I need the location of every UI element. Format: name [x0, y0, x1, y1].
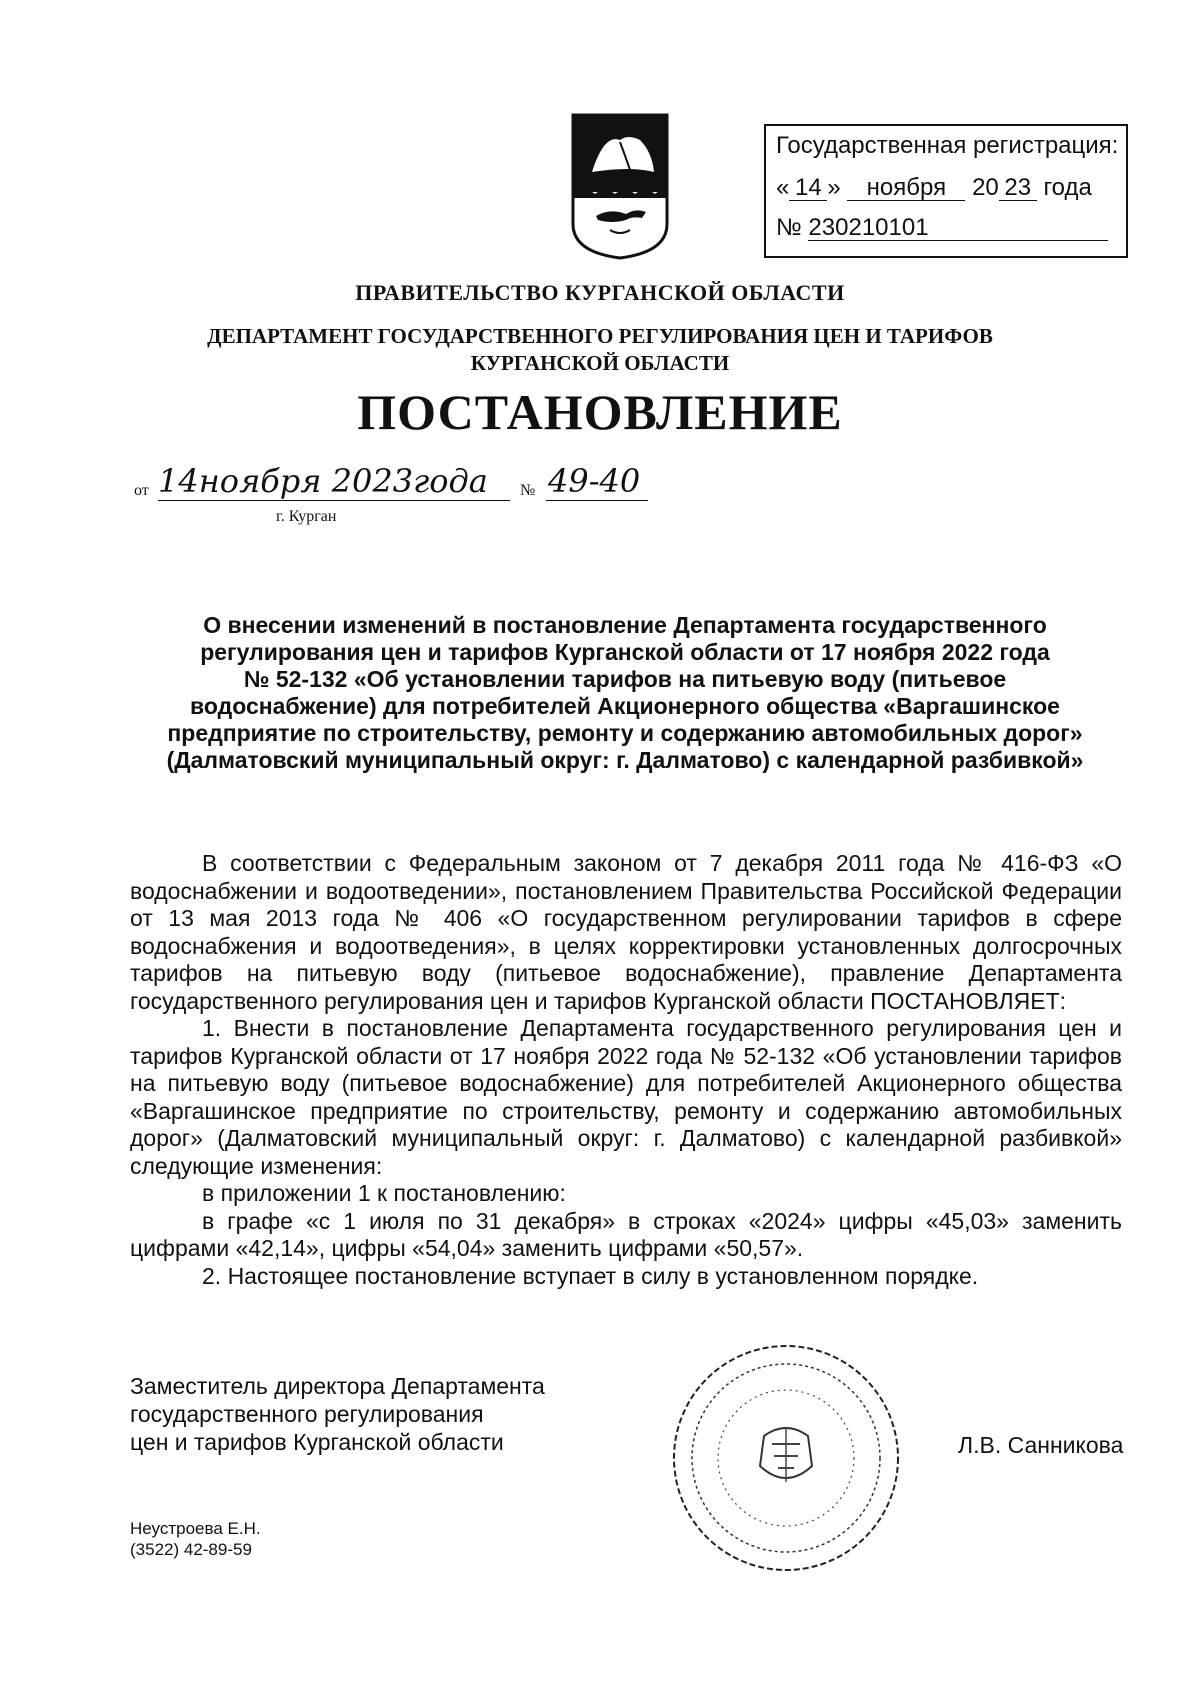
executor-contact	[130, 1518, 261, 1560]
registration-number-row	[776, 214, 1108, 242]
quote-open: «	[776, 174, 790, 201]
subject-line: предприятие по строительству, ремонту и содержанию автомобильных дорог»	[167, 720, 1083, 746]
registration-number: 230210101	[808, 216, 1108, 241]
handwritten-date: 14ноября 2023года	[158, 462, 488, 500]
signer-position	[130, 1372, 545, 1456]
number-underline	[546, 500, 648, 501]
department-title	[0, 323, 1200, 377]
document-body	[130, 850, 1122, 1290]
city-label: г. Курган	[276, 508, 337, 525]
handwritten-number: 49-40	[548, 462, 641, 500]
department-title-line2: КУРГАНСКОЙ ОБЛАСТИ	[470, 351, 730, 375]
preamble-paragraph: В соответствии с Федеральным законом от 7 декабря 2011 года № 416-ФЗ «О водоснабжении и водоотведении», постановлением Правительства Российской Федерации от 13 мая 2013 года № 406 «О государственном регулировании тарифов в сфере водоснабжения и водоотведения», в целях корректировки установленных долгосрочных тарифов на питьевую воду (питьевое водоснабжение), правление Департамента государственного регулирования цен и тарифов Курганской области ПОСТАНОВЛЯЕТ:	[130, 850, 1122, 1014]
executor-phone: (3522) 42-89-59	[130, 1540, 252, 1559]
date-underline	[158, 500, 510, 501]
item-1-sub-2: в графе «с 1 июля по 31 декабря» в строках «2024» цифры «45,03» заменить цифрами «42,14», цифры «54,04» заменить цифрами «50,57».	[130, 1207, 1122, 1261]
signer-position-line: цен и тарифов Курганской области	[130, 1429, 504, 1455]
item-1-sub-1: в приложении 1 к постановлению:	[202, 1180, 566, 1206]
signer-position-line: Заместитель директора Департамента	[130, 1373, 545, 1399]
executor-name: Неустроева Е.Н.	[130, 1519, 261, 1538]
subject-line: № 52-132 «Об установлении тарифов на питьевую воду (питьевое	[243, 666, 1007, 692]
item-1-paragraph: 1. Внести в постановление Департамента государственного регулирования цен и тарифов Курганской области от 17 ноября 2022 года № 52-132 «Об установлении тарифов на питьевую воду (питьевое водоснабжение) для потребителей Акционерного общества «Варгашинское предприятие по строительству, ремонту и содержанию автомобильных дорог» (Далматовский муниципальный округ: г. Далматово) с календарной разбивкой» следующие изменения:	[130, 1015, 1122, 1179]
quote-close: »	[827, 174, 841, 201]
document-type-title: ПОСТАНОВЛЕНИЕ	[357, 384, 843, 440]
document-subject	[130, 612, 1120, 774]
registration-year-word: года	[1043, 174, 1092, 201]
item-2-paragraph: 2. Настоящее постановление вступает в силу в установленном порядке.	[202, 1262, 979, 1289]
region-coat-of-arms-icon	[570, 112, 670, 260]
number-label: №	[520, 482, 536, 499]
subject-line: водоснабжение) для потребителей Акционерного общества «Варгашинское	[190, 693, 1060, 719]
registration-day: 14	[789, 176, 827, 201]
registration-number-label: №	[776, 214, 802, 241]
registration-month: ноября	[847, 176, 965, 201]
registration-year-prefix: 20	[972, 174, 999, 201]
registration-year-suffix: 23	[999, 176, 1037, 201]
signer-name: Л.В. Санникова	[958, 1432, 1124, 1458]
official-seal-stamp	[668, 1340, 904, 1576]
registration-title: Государственная регистрация:	[776, 132, 1119, 159]
registration-date	[776, 174, 1092, 202]
from-label: от	[134, 482, 149, 499]
government-title: ПРАВИТЕЛЬСТВО КУРГАНСКОЙ ОБЛАСТИ	[355, 280, 845, 305]
subject-line: О внесении изменений в постановление Департамента государственного	[203, 612, 1047, 638]
state-registration-box	[764, 124, 1128, 258]
department-title-line1: ДЕПАРТАМЕНТ ГОСУДАРСТВЕННОГО РЕГУЛИРОВАНИЯ ЦЕН И ТАРИФОВ	[207, 324, 993, 348]
subject-line: (Далматовский муниципальный округ: г. Далматово) с календарной разбивкой»	[166, 747, 1084, 773]
date-number-line	[134, 462, 674, 532]
signer-position-line: государственного регулирования	[130, 1401, 484, 1427]
subject-line: регулирования цен и тарифов Курганской области от 17 ноября 2022 года	[200, 639, 1050, 665]
